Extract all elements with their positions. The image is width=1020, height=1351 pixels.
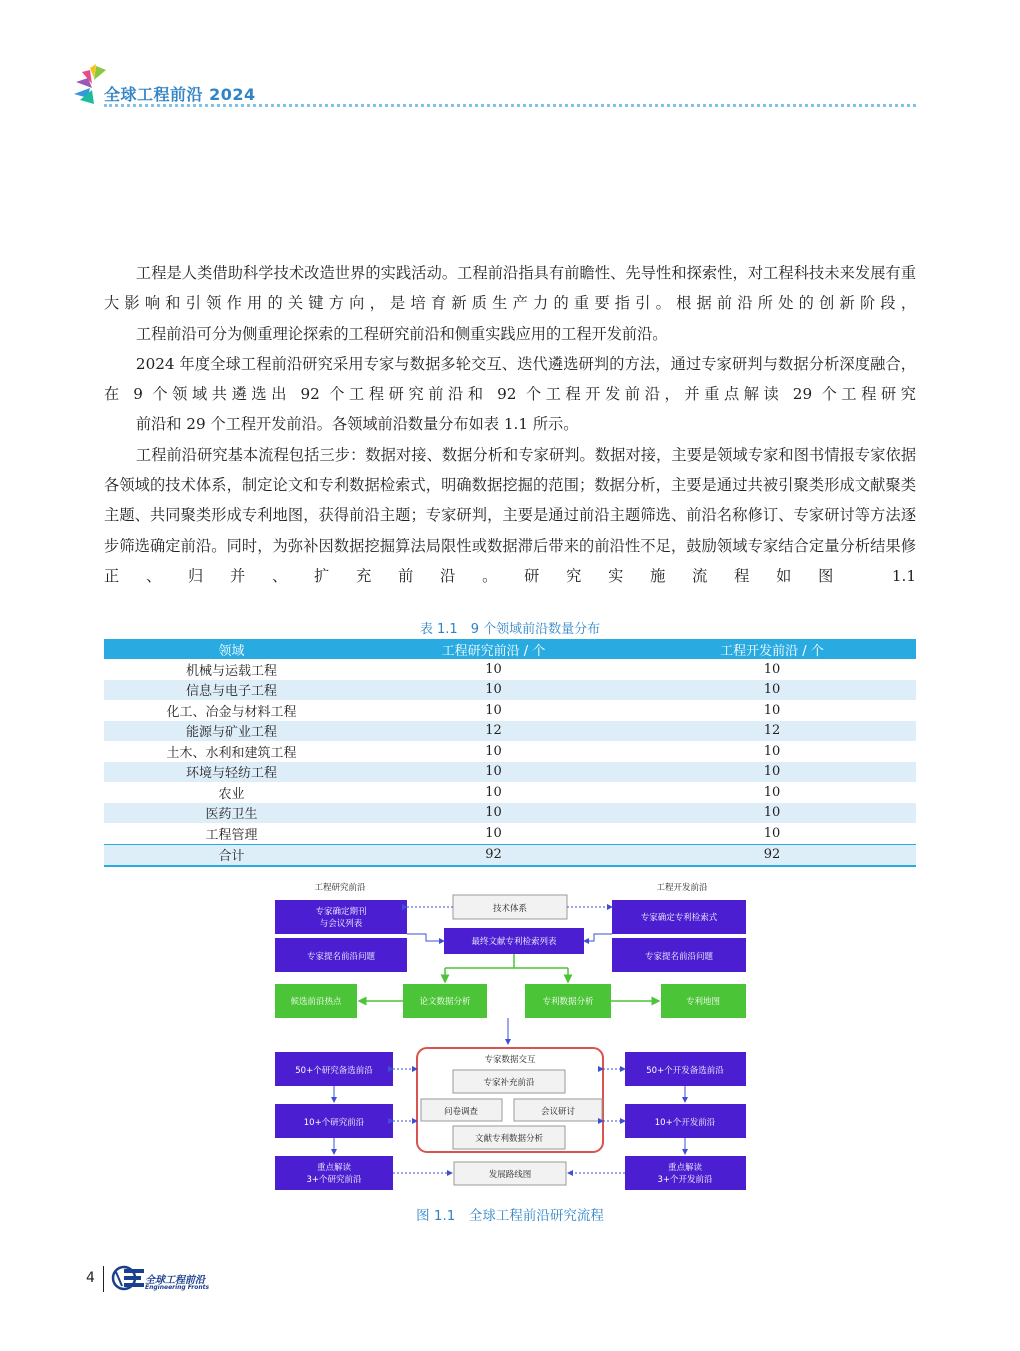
paragraph-3: 工程前沿研究基本流程包括三步：数据对接、数据分析和专家研判。数据对接，主要是领域专家和图书情报专家依据各领域的技术体系，制定论文和专利数据检索式，明确数据挖掘的范围；数据分析，主要是通过共被引聚类形成文献聚类主题、共同聚类形成专利地图，获得前沿主题；专家研判，主要是通过前沿主题筛选、前沿名称修订、专家研讨等方法逐步筛选确定前沿。同时，为弥补因数据挖掘算法局限性或数据滞后带来的前沿性不足，鼓励领域专家结合定量分析结果修正、归并、扩充前沿。研究实施流程如图 1.1 [104,445,916,585]
cell-research: 10 [359,803,628,824]
questionnaire-label: 问卷调查 [443,1107,479,1117]
figure-caption: 图 1.1 全球工程前沿研究流程 [416,1208,604,1224]
page-number: 4 [86,1270,95,1286]
right-patent-query-label: 专家确定专利检索式 [640,913,718,923]
seminar-label: 会议研讨 [540,1107,576,1117]
cell-field: 农业 [218,786,245,802]
cell-research: 10 [485,743,502,759]
table-title: 表 1.1 9 个领域前沿数量分布 [419,622,601,637]
cell-research: 12 [359,721,628,742]
cell-development: 10 [763,784,781,800]
right-key-label-2: 3+个开发前沿 [657,1175,713,1185]
table-row [104,782,916,803]
right-fronts-label: 10+个开发前沿 [654,1118,716,1128]
candidate-hotspots-label: 候选前沿热点 [290,997,342,1007]
search-list-label: 最终文献专利检索列表 [471,937,557,947]
paper-analysis-label: 论文数据分析 [419,997,471,1007]
header-logo-icon [72,64,108,108]
left-key-label-2: 3+个研究前沿 [306,1175,362,1185]
table-row [104,721,916,742]
footer-brand-en: Engineering Fronts [145,1284,210,1291]
header-research: 工程研究前沿 / 个 [359,639,628,659]
cell-field: 信息与电子工程 [104,680,359,701]
table-row [104,700,916,721]
cell-development: 10 [763,661,781,677]
lit-patent-analysis-label: 文献专利数据分析 [474,1134,544,1144]
expert-interaction-title: 专家数据交互 [484,1055,536,1065]
table-row [104,803,916,824]
cell-total-development: 92 [628,844,916,866]
flow-left-heading: 工程研究前沿 [314,883,366,893]
flow-right-heading: 工程开发前沿 [656,883,708,893]
right-nominate-label: 专家提名前沿问题 [644,952,714,962]
patent-analysis-label: 专利数据分析 [542,997,594,1007]
cell-development: 12 [628,721,916,742]
cell-total-label: 合计 [104,844,359,866]
footer-brand-cn: 全球工程前沿 [145,1275,205,1286]
cell-field: 土木、水利和建筑工程 [166,745,297,761]
table-row [104,762,916,783]
tech-system-label: 技术体系 [492,904,528,914]
cell-research: 10 [485,784,502,800]
cell-development: 10 [628,803,916,824]
cell-development: 10 [628,762,916,783]
cell-development: 10 [628,680,916,701]
research-flow-diagram [272,878,748,1194]
cell-field: 医药卫生 [104,803,359,824]
left-journal-label-1: 专家确定期刊 [315,907,367,917]
cell-total-research: 92 [359,844,628,866]
connector [407,934,444,941]
fronts-distribution-table [104,639,916,867]
cell-field: 环境与轻纺工程 [104,762,359,783]
header-development: 工程开发前沿 / 个 [628,639,916,659]
cell-research: 10 [359,762,628,783]
connector [584,934,612,941]
paragraph-1: 工程是人类借助科学技术改造世界的实践活动。工程前沿指具有前瞻性、先导性和探索性，对工程科技未来发展有重大影响和引领作用的关键方向，是培育新质生产力的重要指引。根据前沿所处的创新阶段， 工程前沿可分为侧重理论探索的工程研究前沿和侧重实践应用的工程开发前沿。 [104,264,916,343]
table-row [104,659,916,680]
table-total-row [104,844,916,866]
table-row [104,741,916,762]
paragraph-2: 2024 年度全球工程前沿研究采用专家与数据多轮交互、迭代遴选研判的方法，通过专家研判与数据分析深度融合，在 9 个领域共遴选出 92 个工程研究前沿和 92 个工程开发前沿，并重点解读 29 个工程研究 前沿和 29 个工程开发前沿。各领域前沿数量分布如表 1.1 所示。 [104,354,916,434]
right-key-label-1: 重点解读 [667,1163,703,1173]
cell-development: 10 [763,743,781,759]
patent-map-label: 专利地图 [685,997,721,1007]
header-divider [104,104,916,107]
cell-development: 10 [763,702,781,718]
cell-field: 化工、冶金与材料工程 [166,704,297,720]
cell-research: 10 [359,680,628,701]
right-candidates-label: 50+个开发备选前沿 [646,1066,724,1076]
body-text [104,258,916,591]
header-title: 全球工程前沿 2024 [104,85,256,104]
cell-field: 工程管理 [205,827,258,843]
left-candidates-label: 50+个研究备选前沿 [295,1066,373,1076]
cell-research: 10 [485,661,502,677]
cell-research: 10 [485,825,502,841]
engineering-fronts-logo-icon [110,1264,146,1292]
left-key-label-1: 重点解读 [316,1163,352,1173]
expert-supplement-label: 专家补充前沿 [483,1078,535,1088]
cell-development: 10 [763,825,781,841]
cell-field: 机械与运载工程 [185,663,277,679]
left-fronts-label: 10+个研究前沿 [303,1118,365,1128]
table-header-row [104,639,916,659]
cell-research: 10 [485,702,502,718]
roadmap-label: 发展路线图 [488,1170,532,1180]
cell-field: 能源与矿业工程 [104,721,359,742]
table-row [104,680,916,701]
left-nominate-label: 专家提名前沿问题 [306,952,376,962]
footer-divider [103,1266,104,1292]
table-row [104,823,916,844]
header-field: 领域 [104,639,359,659]
left-journal-label-2: 与会议列表 [319,919,363,929]
